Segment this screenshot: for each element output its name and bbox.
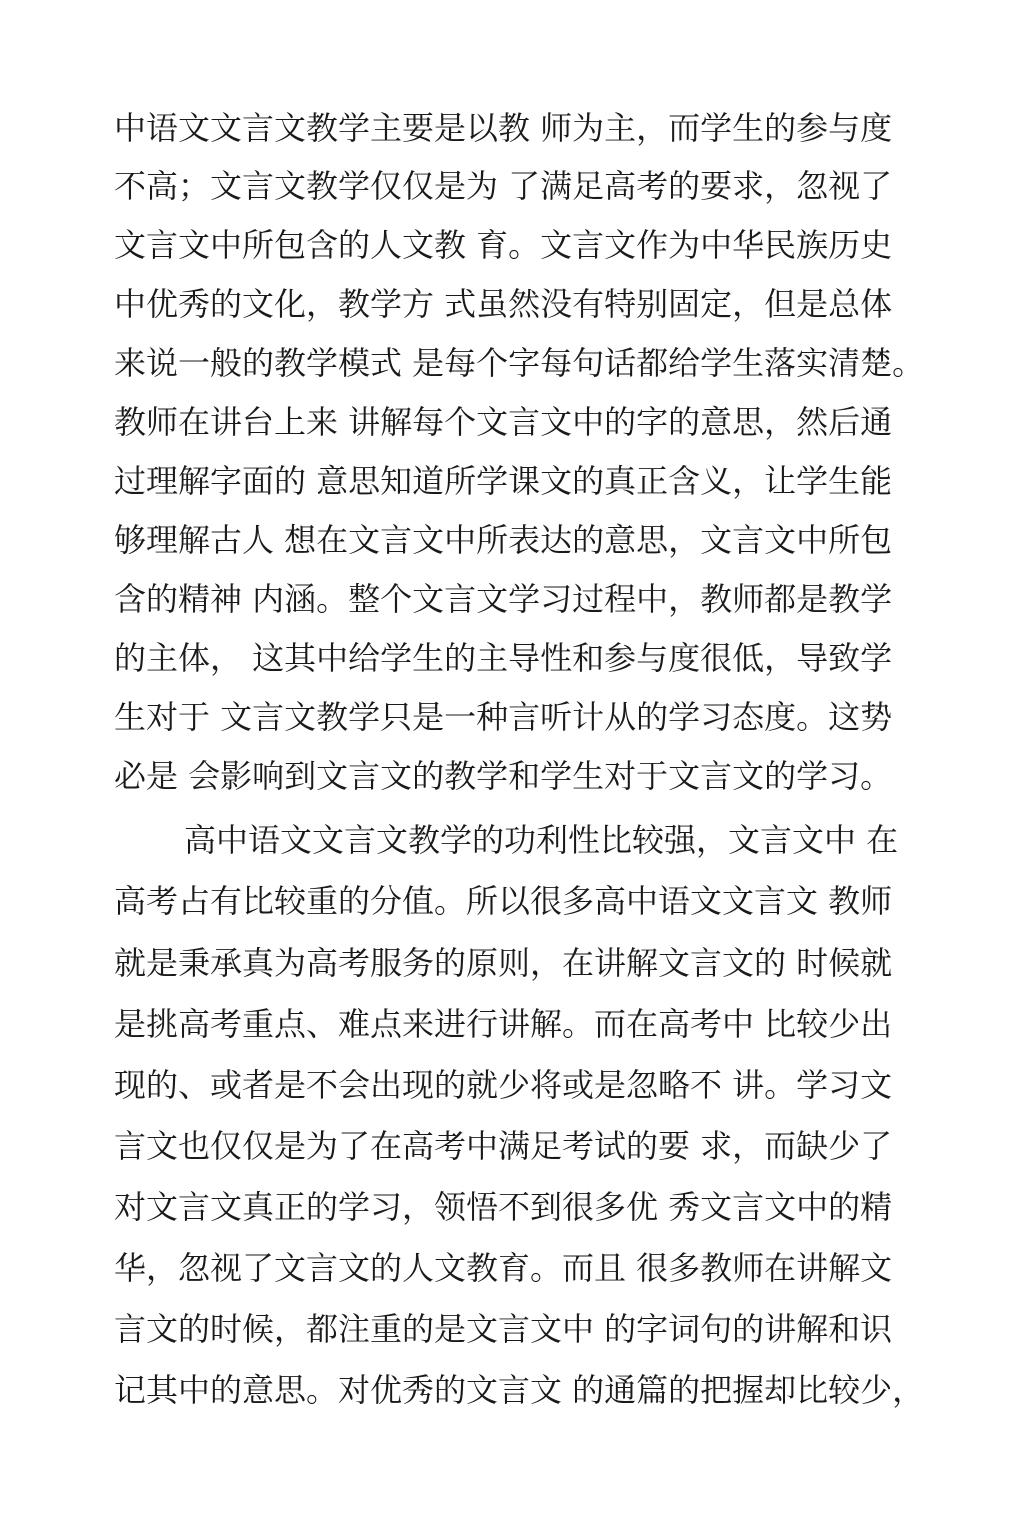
text-line: 记其中的意思。对优秀的文言文 的通篇的把握却比较少， (114, 1371, 924, 1409)
text-line: 教师在讲台上来 讲解每个文言文中的字的意思，然后通 (114, 403, 893, 441)
text-line: 高考占有比较重的分值。所以很多高中语文文言文 教师 (114, 882, 893, 920)
text-line: 就是秉承真为高考服务的原则，在讲解文言文的 时候就 (114, 944, 893, 982)
text-line: 言文也仅仅是为了在高考中满足考试的要 求，而缺少了 (114, 1127, 893, 1165)
text-line: 文言文中所包含的人文教 育。文言文作为中华民族历史 (114, 226, 893, 264)
text-line: 现的、或者是不会出现的就少将或是忽略不 讲。学习文 (114, 1066, 893, 1104)
text-line: 言文的时候，都注重的是文言文中 的字词句的讲解和识 (114, 1310, 893, 1348)
text-line: 高中语文文言文教学的功利性比较强，文言文中 在 (184, 821, 899, 859)
text-line: 含的精神 内涵。整个文言文学习过程中，教师都是教学 (114, 580, 893, 618)
text-line: 够理解古人 想在文言文中所表达的意思，文言文中所包 (114, 521, 893, 559)
text-line: 过理解字面的 意思知道所学课文的真正含义，让学生能 (114, 462, 893, 500)
text-line: 不高；文言文教学仅仅是为 了满足高考的要求，忽视了 (114, 167, 893, 205)
text-line: 生对于 文言文教学只是一种言听计从的学习态度。这势 (114, 698, 893, 736)
text-line: 必是 会影响到文言文的教学和学生对于文言文的学习。 (114, 757, 893, 795)
text-line: 是挑高考重点、难点来进行讲解。而在高考中 比较少出 (114, 1005, 893, 1043)
text-line: 中优秀的文化，教学方 式虽然没有特别固定，但是总体 (114, 285, 893, 323)
text-line: 中语文文言文教学主要是以教 师为主，而学生的参与度 (114, 109, 893, 147)
text-line: 华，忽视了文言文的人文教育。而且 很多教师在讲解文 (114, 1249, 893, 1287)
text-line: 对文言文真正的学习，领悟不到很多优 秀文言文中的精 (114, 1188, 893, 1226)
text-line: 的主体， 这其中给学生的主导性和参与度很低，导致学 (114, 639, 893, 677)
text-line: 来说一般的教学模式 是每个字每句话都给学生落实清楚。 (114, 344, 924, 382)
